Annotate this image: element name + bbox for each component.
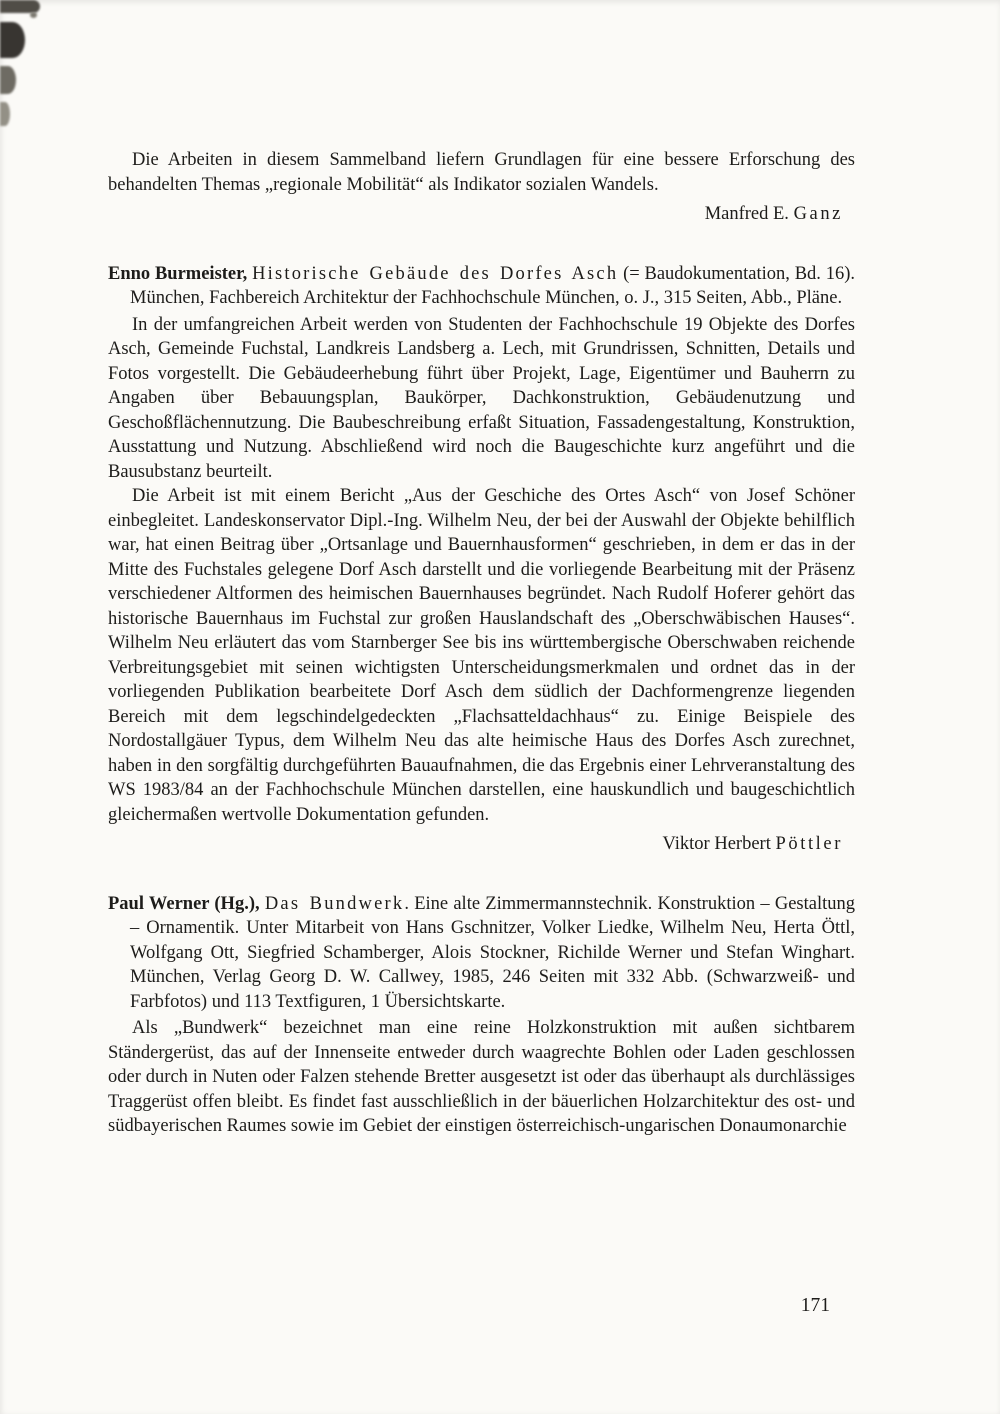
scan-artifact xyxy=(0,66,16,94)
review-closing-paragraph: Die Arbeiten in diesem Sammelband liefern Grundlagen für eine bessere Erforschung des behandelten Themas „regionale Mobilität“ als Indikator sozialen Wandels. xyxy=(108,150,855,195)
book-review-burmeister xyxy=(108,262,855,857)
review-heading xyxy=(108,892,855,1015)
reviewer-name: Viktor Herbert xyxy=(662,834,771,854)
reviewer-signature xyxy=(108,832,855,857)
reviewer-signature xyxy=(108,202,855,227)
review-paragraph: In der umfangreichen Arbeit werden von Studenten der Fachhochschule 19 Objekte des Dorfes Asch, Gemeinde Fuchstal, Landkreis Landsberg a. Lech, mit Grundrissen, Schnitten, Details und Fotos vorgestellt. Die Gebäudeerhebung führt über Projekt, Lage, Eigentümer und Bauherrn zu Angaben über Bebauungsplan, Baukörper, Dachkonstruktion, Gebäudenutzung und Geschoßflächennutzung. Die Baubeschreibung erfaßt Situation, Fassadengestaltung, Konstruktion, Ausstattung und Nutzung. Abschließend wird noch die Baugeschichte kurz angeführt und die Bausubstanz beurteilt. xyxy=(108,314,855,482)
review-bibliographic-info: (= Baudokumentation, Bd. 16). München, Fachbereich Architektur der Fachhochschule München, o. J., 315 Seiten, Abb., Pläne. xyxy=(130,263,855,308)
book-review-werner xyxy=(108,892,855,1139)
scan-artifact xyxy=(0,22,25,58)
scan-artifact xyxy=(0,102,10,126)
review-heading xyxy=(108,262,855,311)
review-author-bold: Enno Burmeister, xyxy=(108,263,248,284)
review-paragraph: Die Arbeit ist mit einem Bericht „Aus der Geschiche des Ortes Asch“ von Josef Schöner einbegleitet. Landeskonservator Dipl.-Ing. Wilhelm Neu, der bei der Auswahl der Objekte behilflich war, hat einen Beitrag über „Ortsanlage und Bauernhausformen“ geschrieben, in dem er das in der Mitte des Fuchstales gelegene Dorf Asch darstellt und die vorliegende Bearbeitung mit der Präsenz verschiedener Altformen des heimischen Bauernhauses begründet. Nach Rudolf Hoferer gehört das historische Bauernhaus im Fuchstal zur großen Hauslandschaft des „Oberschwäbischen Hauses“. Wilhelm Neu erläutert das vom Starnberger See bis ins württembergische Oberschwaben reichende Verbreitungsgebiet mit seinen wichtigsten Unterscheidungsmerkmalen und ordnet das in der vorliegenden Publikation bearbeitete Dorf Asch dem südlich der Dachformengrenze liegenden Bereich mit dem legschindelgedeckten „Flachsatteldachhaus“ zu. Einige Beispiele des Nordostallgäuer Typus, dem Wilhelm Neu das alte heimische Haus des Dorfes Asch zurechnet, haben in den sorgfältig durchgeführten Bauaufnahmen, die das Ergebnis einer Lehrveranstaltung des WS 1983/84 an der Fachhochschule München darstellen, eine hauskundlich und baugeschichtlich gleichermaßen wertvolle Dokumentation gefunden. xyxy=(108,486,855,825)
scan-artifact xyxy=(30,12,37,18)
review-title-spaced: Historische Gebäude des Dorfes Asch xyxy=(252,263,619,284)
review-title-spaced: Das Bundwerk xyxy=(264,893,405,914)
text-block xyxy=(108,148,855,1139)
reviewer-name: Manfred E. xyxy=(704,204,789,224)
reviewer-surname: Pöttler xyxy=(775,834,843,854)
review-author-bold: Paul Werner (Hg.), xyxy=(108,893,260,914)
review-bibliographic-info: . Eine alte Zimmermannstechnik. Konstruktion – Gestaltung – Ornamentik. Unter Mitarbeit von Hans Gschnitzer, Volker Liedke, Wilhelm Neu, Herta Öttl, Wolfgang Ott, Siegfried Schamberger, Alois Stockner, Richilde Werner und Stefan Winghart. München, Verlag Georg D. W. Callwey, 1985, 246 Seiten mit 332 Abb. (Schwarzweiß- und Farbfotos) und 113 Textfiguren, 1 Übersichtskarte. xyxy=(130,893,855,1012)
page-number: 171 xyxy=(800,1295,830,1316)
review-paragraph: Als „Bundwerk“ bezeichnet man eine reine Holzkonstruktion mit außen sichtbarem Ständergerüst, das auf der Innenseite entweder durch waagrechte Bohlen oder Laden geschlossen oder durch in Nuten oder Falzen stehende Bretter ausgesetzt ist oder das überhaupt als durchlässiges Traggerüst offen bleibt. Es findet fast ausschließlich in der bäuerlichen Holzarchitektur des ost- und südbayerischen Raumes sowie im Gebiet der einstigen österreichisch-ungarischen Donaumonarchie xyxy=(108,1018,855,1136)
reviewer-surname: Ganz xyxy=(793,204,843,224)
